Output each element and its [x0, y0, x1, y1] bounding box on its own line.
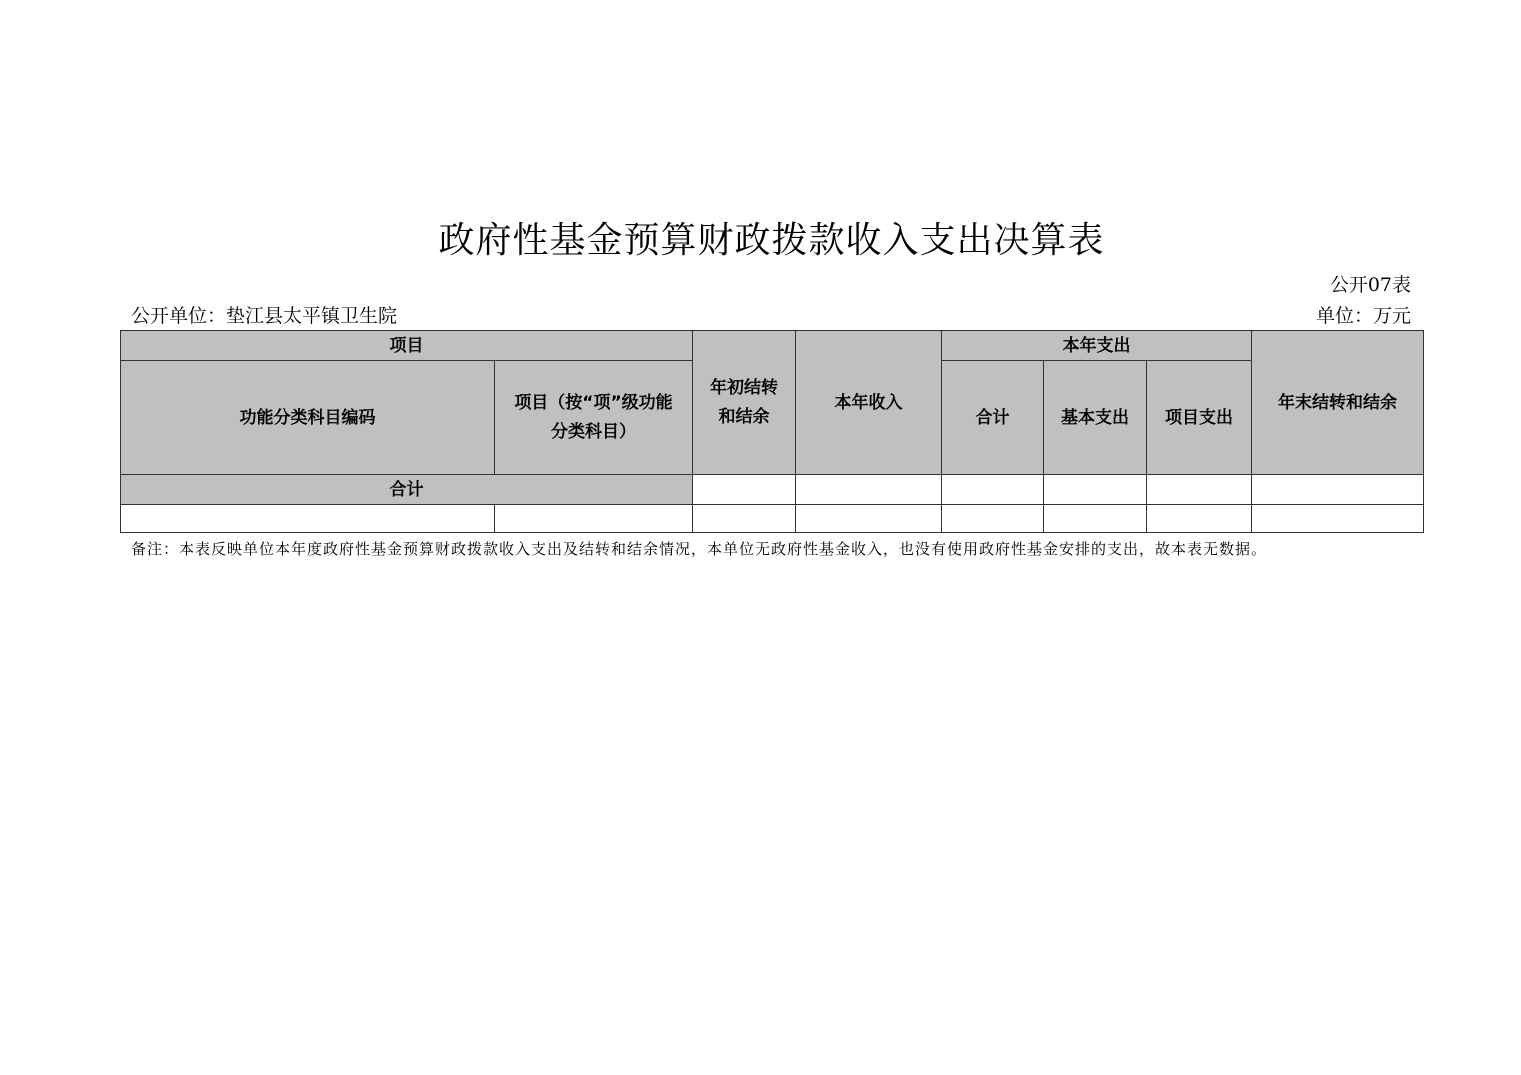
header-opening-balance-label: 年初结转和结余	[710, 377, 778, 427]
row-basic-expense	[1044, 505, 1147, 533]
total-row	[121, 475, 1424, 505]
form-number: 公开07表	[1329, 274, 1411, 296]
row-project-expense	[1147, 505, 1252, 533]
total-opening-balance	[693, 475, 796, 505]
footnote: 备注：本表反映单位本年度政府性基金预算财政拨款收入支出及结转和结余情况，本单位无政府性基金收入，也没有使用政府性基金安排的支出，故本表无数据。	[131, 540, 1268, 558]
row-item-name	[495, 505, 693, 533]
header-row-1	[121, 331, 1424, 361]
row-expense-total	[942, 505, 1044, 533]
total-closing-balance	[1252, 475, 1424, 505]
total-income	[796, 475, 942, 505]
row-closing-balance	[1252, 505, 1424, 533]
row-func-code	[121, 505, 495, 533]
header-func-code: 功能分类科目编码	[121, 361, 495, 475]
currency-unit: 单位：万元	[1315, 305, 1411, 327]
total-label: 合计	[121, 475, 693, 505]
total-project-expense	[1147, 475, 1252, 505]
row-income	[796, 505, 942, 533]
unit-line	[131, 301, 1411, 328]
total-basic-expense	[1044, 475, 1147, 505]
header-item-group: 项目	[121, 331, 693, 361]
document-title: 政府性基金预算财政拨款收入支出决算表	[438, 220, 1105, 261]
header-item-name	[495, 361, 693, 475]
header-expense-total: 合计	[942, 361, 1044, 475]
row-opening-balance	[693, 505, 796, 533]
header-income: 本年收入	[796, 331, 942, 475]
header-item-name-label: 项目（按“项”级功能分类科目）	[514, 392, 673, 442]
header-closing-balance: 年末结转和结余	[1252, 331, 1424, 475]
header-project-expense: 项目支出	[1147, 361, 1252, 475]
total-expense-total	[942, 475, 1044, 505]
header-opening-balance	[693, 331, 796, 475]
header-expense-group: 本年支出	[942, 331, 1252, 361]
header-basic-expense: 基本支出	[1044, 361, 1147, 475]
budget-table	[120, 330, 1424, 533]
reporting-unit: 公开单位：垫江县太平镇卫生院	[131, 305, 398, 327]
table-row	[121, 505, 1424, 533]
